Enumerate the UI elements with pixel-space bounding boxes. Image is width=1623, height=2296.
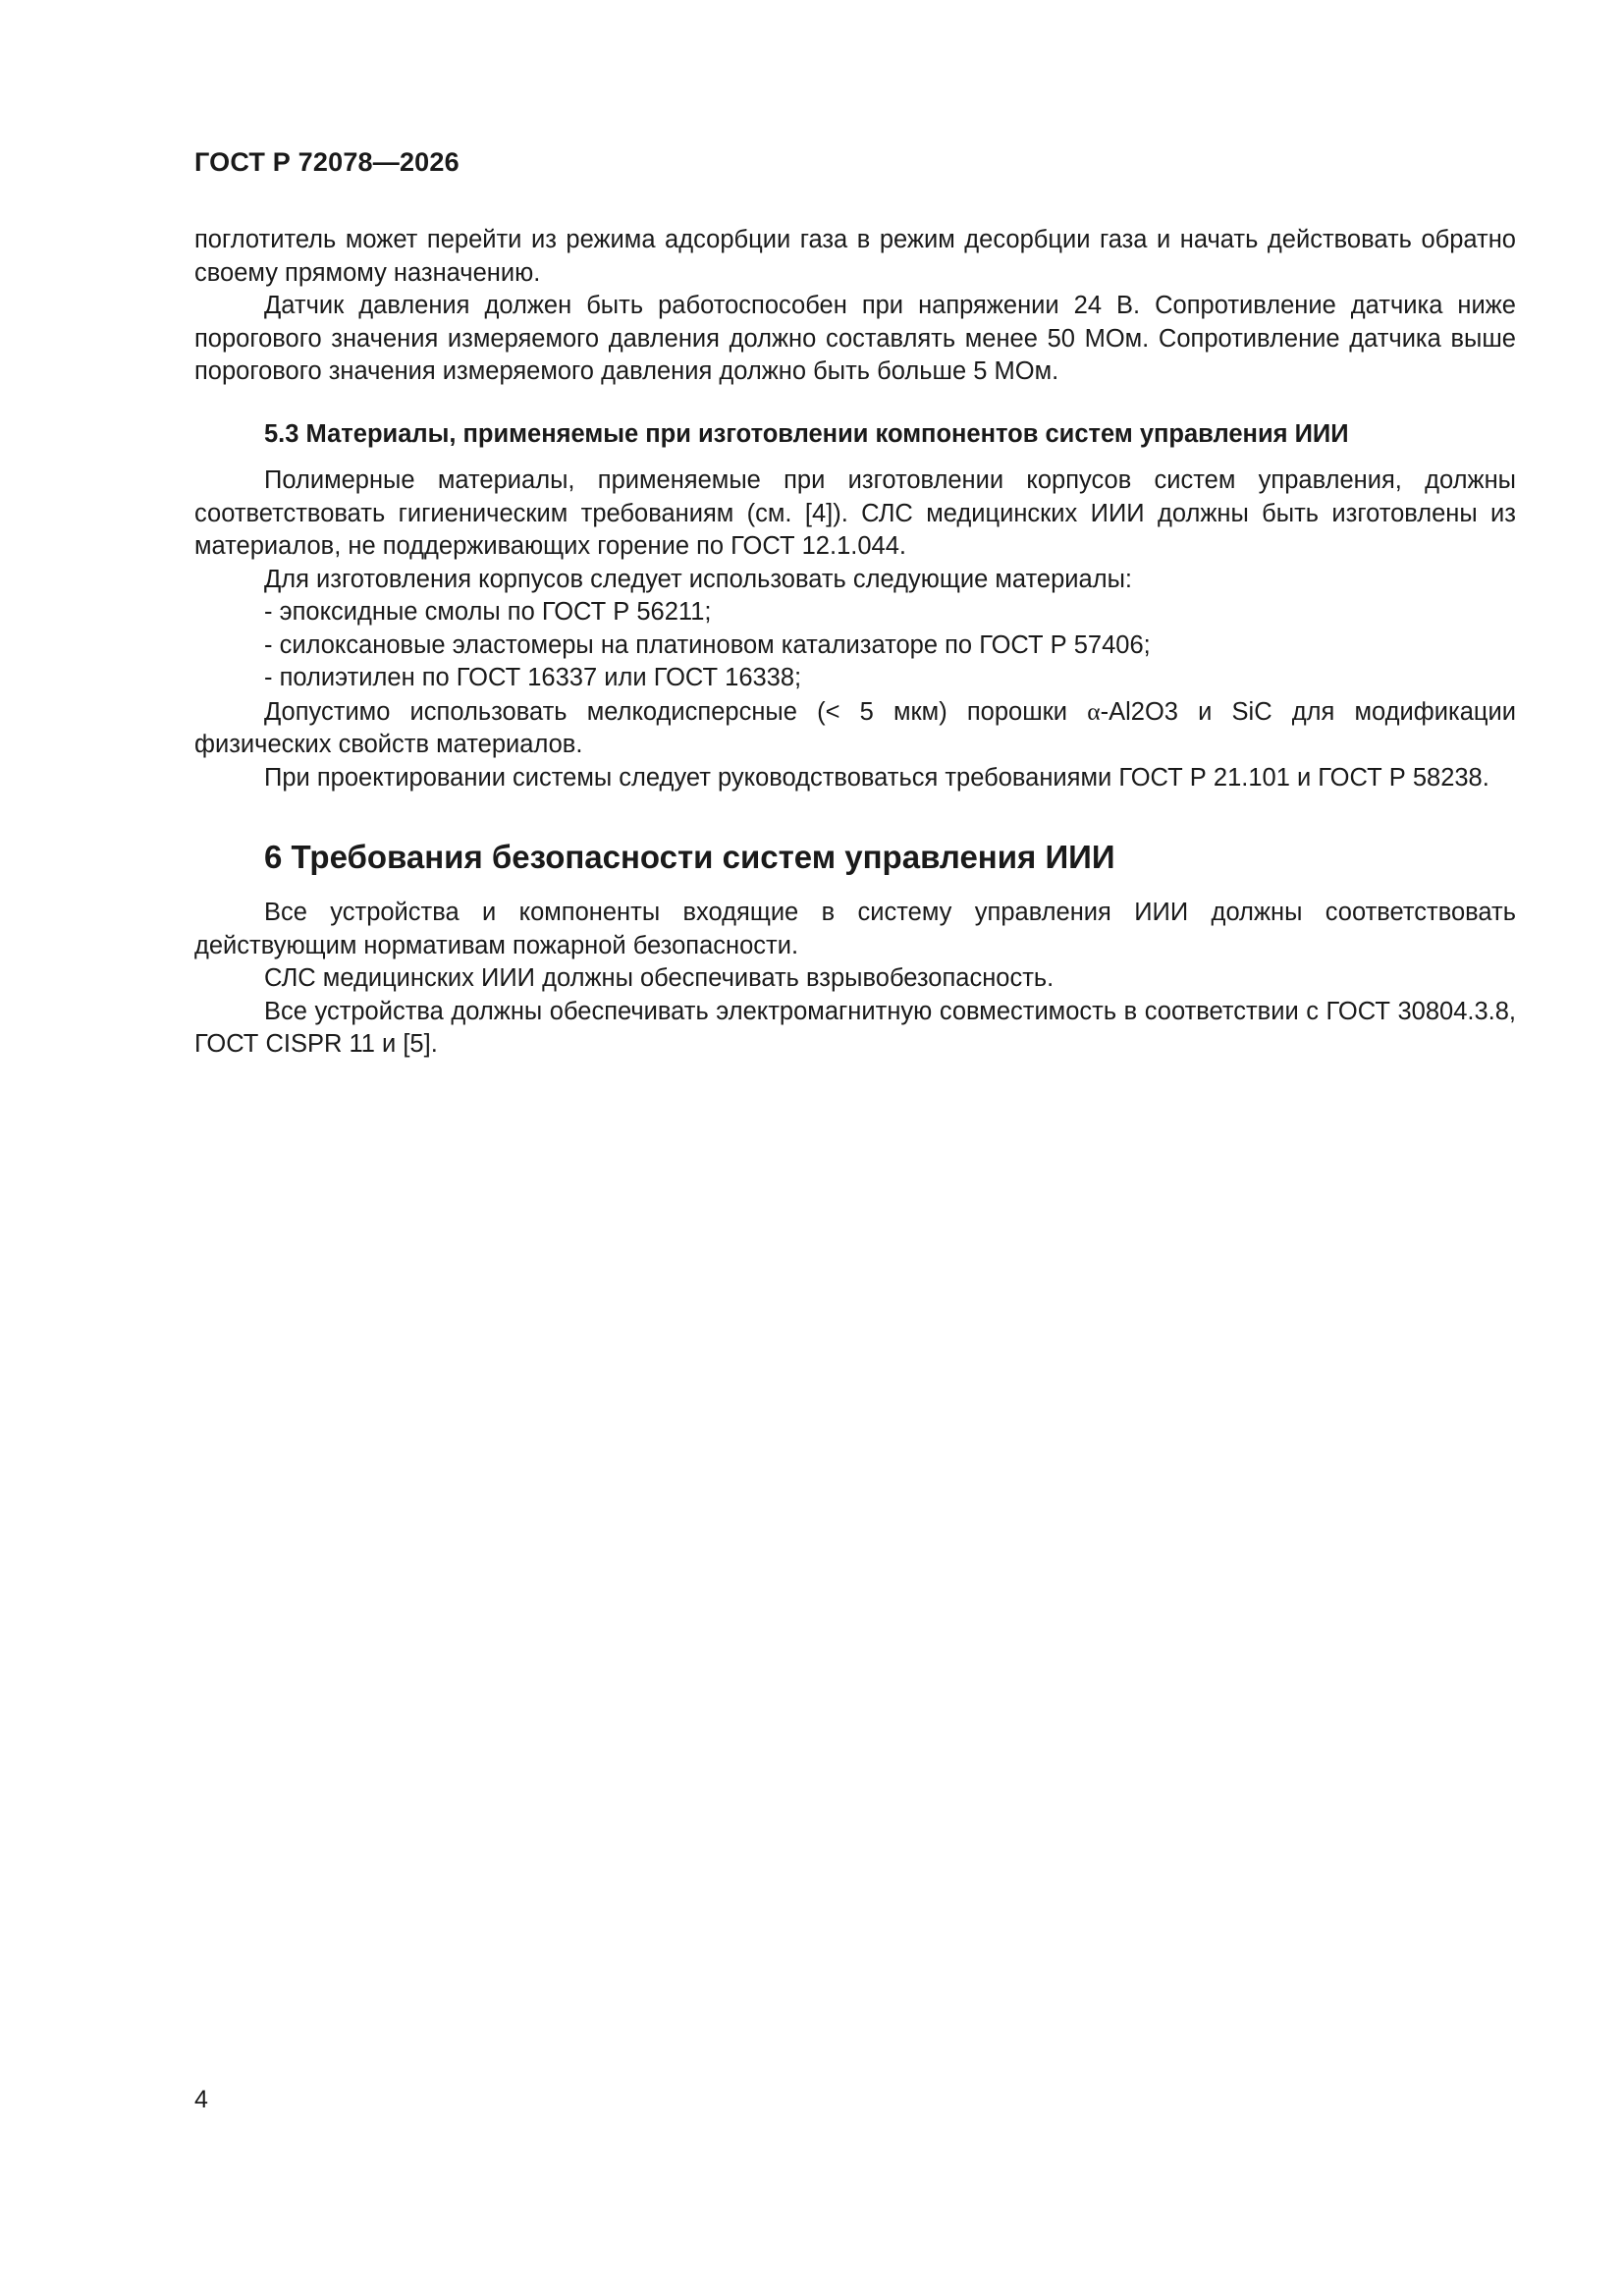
paragraph-powders xyxy=(194,695,1516,762)
section-heading-6: 6 Требования безопасности систем управления ИИИ xyxy=(264,839,1115,875)
subsection-heading-5-3: 5.3 Материалы, применяемые при изготовлении компонентов систем управления ИИИ xyxy=(264,419,1349,448)
alpha-symbol: α xyxy=(1087,696,1101,726)
paragraph-design-requirements: При проектировании системы следует руководствоваться требованиями ГОСТ Р 21.101 и ГОСТ Р 58238. xyxy=(264,763,1489,792)
page-number: 4 xyxy=(194,2086,208,2113)
document-header-code: ГОСТ Р 72078—2026 xyxy=(194,147,460,177)
powders-text-start: Допустимо использовать мелкодисперсные (< 5 мкм) порошки xyxy=(264,697,1088,726)
paragraph-explosion-safety: СЛС медицинских ИИИ должны обеспечивать взрывобезопасность. xyxy=(264,964,1055,992)
paragraph-emc: Все устройства должны обеспечивать электромагнитную совместимость в соответствии с ГОСТ 30804.3.8, ГОСТ CISPR 11 и [5]. xyxy=(194,997,1516,1058)
paragraph-materials-intro: Для изготовления корпусов следует использовать следующие материалы: xyxy=(264,565,1133,593)
paragraph-continuation: поглотитель может перейти из режима адсорбции газа в режим десорбции газа и начать действовать обратно своему прямому назначению. xyxy=(194,226,1516,287)
paragraph-fire-safety: Все устройства и компоненты входящие в систему управления ИИИ должны соответствовать действующим нормативам пожарной безопасности. xyxy=(194,899,1516,959)
list-item: - силоксановые эластомеры на платиновом катализаторе по ГОСТ Р 57406; xyxy=(264,630,1151,659)
powders-text-end: -Al2O3 и SiC для модификации физических свойств материалов. xyxy=(194,697,1516,758)
paragraph-polymer-materials: Полимерные материалы, применяемые при изготовлении корпусов систем управления, должны соответствовать гигиеническим требованиям (см. [4]). СЛС медицинских ИИИ должны быть изготовлены из материалов, не поддерживающих горение по ГОСТ 12.1.044. xyxy=(194,466,1516,560)
paragraph-pressure-sensor: Датчик давления должен быть работоспособен при напряжении 24 В. Сопротивление датчика ниже порогового значения измеряемого давления должно составлять менее 50 МОм. Сопротивление датчика выше порогового значения измеряемого давления должно быть больше 5 МОм. xyxy=(194,292,1516,385)
document-body xyxy=(194,224,1516,1062)
list-item: - эпоксидные смолы по ГОСТ Р 56211; xyxy=(264,598,712,626)
list-item: - полиэтилен по ГОСТ 16337 или ГОСТ 16338; xyxy=(264,664,802,691)
